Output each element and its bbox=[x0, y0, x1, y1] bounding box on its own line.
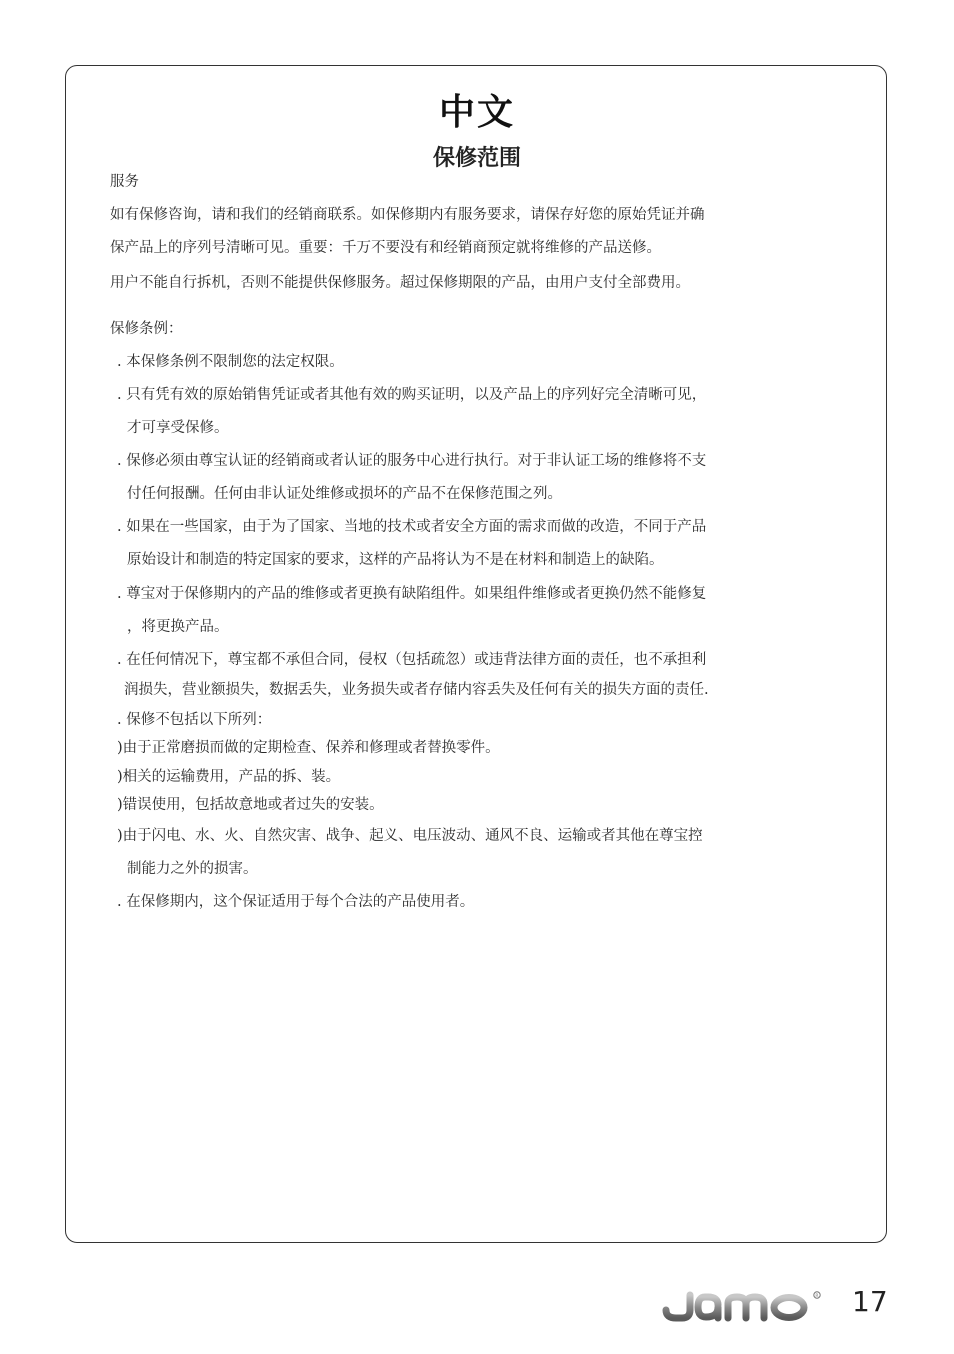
service-line: 如有保修咨询，请和我们的经销商联系。如保修期内有服务要求，请保存好您的原始凭证并确 bbox=[110, 207, 705, 223]
terms-line: . 尊宝对于保修期内的产品的维修或者更换有缺陷组件。如果组件维修或者更换仍然不能修复 bbox=[117, 586, 707, 602]
terms-line: ，将更换产品。 bbox=[127, 619, 229, 635]
terms-line: . 保修不包括以下所列： bbox=[117, 712, 272, 728]
terms-line: . 如果在一些国家，由于为了国家、当地的技术或者安全方面的需求而做的改造，不同于产品 bbox=[117, 519, 707, 535]
terms-heading: 保修条例： bbox=[110, 321, 183, 337]
page-subtitle: 保修范围 bbox=[432, 146, 521, 171]
terms-line: . 在保修期内，这个保证适用于每个合法的产品使用者。 bbox=[117, 894, 475, 910]
service-line: 用户不能自行拆机，否则不能提供保修服务。超过保修期限的产品，由用户支付全部费用。 bbox=[110, 275, 690, 291]
terms-line: . 保修必须由尊宝认证的经销商或者认证的服务中心进行执行。对于非认证工场的维修将不支 bbox=[117, 453, 707, 469]
terms-line: 制能力之外的损害。 bbox=[127, 861, 258, 877]
terms-line: )由于正常磨损而做的定期检查、保养和修理或者替换零件。 bbox=[117, 740, 500, 756]
service-line: 保产品上的序列号清晰可见。重要：千万不要没有和经销商预定就将维修的产品送修。 bbox=[110, 240, 661, 256]
terms-line: 才可享受保修。 bbox=[127, 420, 229, 436]
terms-line: . 本保修条例不限制您的法定权限。 bbox=[117, 354, 344, 370]
page-number: 17 bbox=[852, 1285, 888, 1318]
terms-line: . 只有凭有效的原始销售凭证或者其他有效的购买证明，以及产品上的序列好完全清晰可见， bbox=[117, 387, 707, 403]
svg-text:R: R bbox=[815, 1293, 819, 1299]
page-title: 中文 bbox=[438, 92, 515, 133]
terms-line: . 在任何情况下，尊宝都不承但合同，侵权（包括疏忽）或违背法律方面的责任，也不承担利 bbox=[117, 652, 707, 668]
terms-line: )由于闪电、水、火、自然灾害、战争、起义、电压波动、通风不良、运输或者其他在尊宝控 bbox=[117, 828, 703, 844]
terms-line: )相关的运输费用，产品的拆、装。 bbox=[117, 769, 341, 785]
jamo-logo-icon bbox=[660, 1283, 828, 1323]
terms-line: )错误使用，包括故意地或者过失的安装。 bbox=[117, 797, 384, 813]
terms-line: 付任何报酬。任何由非认证处维修或损坏的产品不在保修范围之列。 bbox=[127, 486, 562, 502]
terms-line: 原始设计和制造的特定国家的要求，这样的产品将认为不是在材料和制造上的缺陷。 bbox=[127, 552, 664, 568]
service-heading: 服务 bbox=[110, 174, 139, 190]
terms-line: 润损失，营业额损失，数据丢失，业务损失或者存储内容丢失及任何有关的损失方面的责任. bbox=[124, 682, 709, 698]
